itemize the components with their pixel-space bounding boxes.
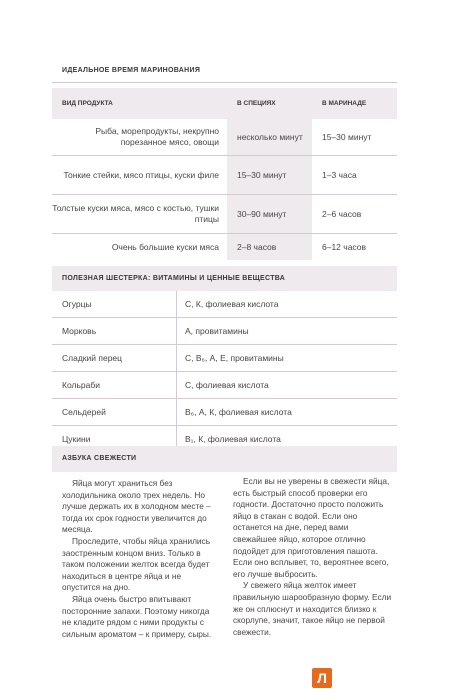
publisher-logo-icon: Л	[312, 668, 332, 688]
vitamin-content: С, В₆, А, Е, провитамины	[176, 345, 397, 371]
spices-cell: 2–8 часов	[227, 234, 312, 260]
vegetable-name: Сельдерей	[62, 407, 106, 417]
spices-cell: 30–90 минут	[227, 195, 312, 233]
marinade-title-rule	[52, 82, 397, 83]
vitamin-content: С, К, фолиевая кислота	[176, 291, 397, 317]
table-row	[52, 345, 397, 372]
vitamin-content: В₁, К, фолиевая кислота	[176, 426, 397, 452]
vegetable-name: Сладкий перец	[62, 353, 123, 363]
vegetable-name: Огурцы	[62, 299, 92, 309]
vegetable-name: Морковь	[62, 326, 97, 336]
paragraph: Яйца очень быстро впитывают посторонние запахи. Поэтому никогда не кладите рядом с ними продукты с сильным ароматом – к примеру, сыры.	[62, 593, 212, 639]
marinade-table	[52, 88, 397, 260]
paragraph: Яйца могут храниться без холодильника около трех недель. Но лучше держать их в холодном месте – тогда их срок годности увеличится до месяца.	[62, 478, 211, 535]
paragraph: Проследите, чтобы яйца хранились заостренным концом вниз. Только в таком положении желток всегда будет находиться в центре яйца и не опустится на дно.	[62, 535, 211, 593]
header-product: ВИД ПРОДУКТА	[62, 100, 113, 107]
vitamins-table	[52, 291, 397, 452]
freshness-left-column	[62, 478, 212, 640]
header-spices: В СПЕЦИЯХ	[227, 88, 312, 119]
product-cell: Толстые куски мяса, мясо с костью, тушки птицы	[52, 203, 219, 224]
vegetable-name: Цукини	[62, 434, 91, 444]
table-row	[52, 291, 397, 318]
product-cell: Тонкие стейки, мясо птицы, куски филе	[63, 169, 219, 180]
spices-cell: несколько минут	[227, 119, 312, 155]
header-marinade: В МАРИНАДЕ	[322, 100, 367, 107]
table-row	[52, 195, 397, 234]
spices-cell: 15–30 минут	[227, 156, 312, 194]
paragraph: Если вы не уверены в свежести яйца, есть быстрый способ проверки его годности. Достаточно просто положить яйцо в стакан с водой. Если оно останется на дне, перед вами свежайшее яйцо, которое отлично подойдет для приготовления пашота. Если оно всплывет, то, вероятнее всего, его лучше выбросить.	[233, 476, 390, 579]
product-cell: Рыба, морепродукты, некрупно порезанное мясо, овощи	[95, 126, 219, 147]
freshness-right-column	[233, 476, 393, 638]
vitamin-content: С, фолиевая кислота	[176, 372, 397, 398]
vitamin-content: А, провитамины	[176, 318, 397, 344]
vegetable-name: Кольраби	[62, 380, 100, 390]
marinade-cell: 15–30 минут	[322, 132, 372, 142]
paragraph: У свежего яйца желток имеет правильную шарообразную форму. Если же он сплюснут и находится близко к скорлупе, значит, такое яйцо не первой свежести.	[233, 580, 392, 637]
vitamin-content: В₆, А, К, фолиевая кислота	[176, 399, 397, 425]
table-row	[52, 399, 397, 426]
marinade-cell: 1–3 часа	[322, 170, 357, 180]
product-cell: Очень большие куски мяса	[111, 241, 219, 252]
marinade-cell: 6–12 часов	[322, 242, 367, 252]
table-row	[52, 156, 397, 195]
marinade-cell: 2–6 часов	[322, 209, 362, 219]
table-row	[52, 119, 397, 156]
table-row	[52, 372, 397, 399]
vitamins-title: ПОЛЕЗНАЯ ШЕСТЕРКА: ВИТАМИНЫ И ЦЕННЫЕ ВЕЩЕСТВА	[62, 275, 286, 282]
marinade-title: ИДЕАЛЬНОЕ ВРЕМЯ МАРИНОВАНИЯ	[62, 67, 201, 74]
table-row	[52, 234, 397, 260]
freshness-title: АЗБУКА СВЕЖЕСТИ	[62, 455, 137, 462]
table-row	[52, 318, 397, 345]
marinade-table-header	[52, 88, 397, 119]
